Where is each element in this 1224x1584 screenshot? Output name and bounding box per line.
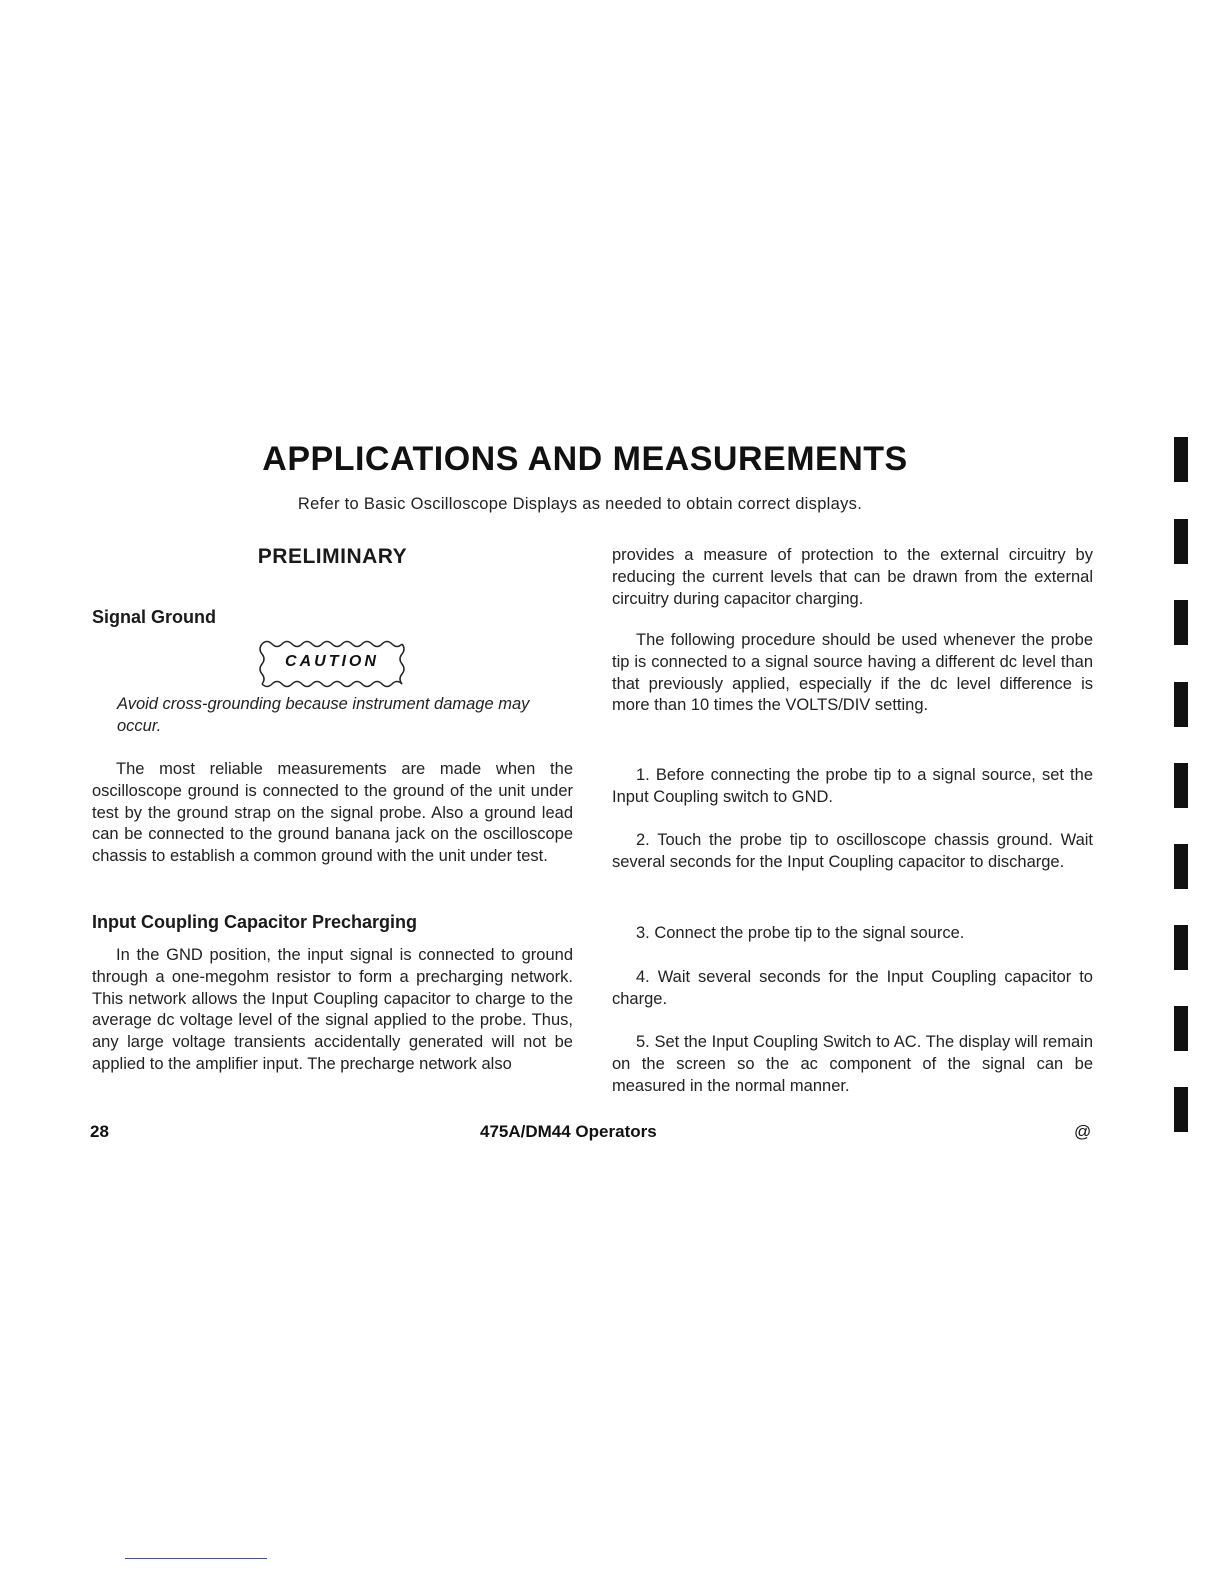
precharging-paragraph: In the GND position, the input signal is connected to ground through a one-megohm resistor to form a precharging network. This network allows the Input Coupling capacitor to charge to the average dc voltage level of the signal applied to the probe. Thus, any large voltage transients accidentally generated will not be applied to the amplifier input. The precharge network also — [92, 946, 573, 1073]
procedure-intro: The following procedure should be used whenever the probe tip is connected to a signal source having a different dc level than that previously applied, especially if the dc level difference is more than 10 times the VOLTS/DIV setting. — [612, 631, 1093, 715]
edge-index-bar — [1174, 682, 1188, 727]
signal-ground-paragraph: The most reliable measurements are made when the oscilloscope ground is connected to the ground of the unit under test by the ground strap on the signal probe. Also a ground lead can be connected to the ground banana jack on the oscilloscope chassis to establish a common ground with the unit under test. — [92, 760, 573, 866]
edge-index-bar — [1174, 519, 1188, 564]
bottom-rule — [125, 1558, 267, 1559]
edge-index-bar — [1174, 925, 1188, 970]
publisher-mark: @ — [1074, 1122, 1092, 1141]
edge-index-bar — [1174, 1087, 1188, 1132]
procedure-step: 1. Before connecting the probe tip to a signal source, set the Input Coupling switch to GND. — [612, 766, 1093, 806]
page-subtitle: Refer to Basic Oscilloscope Displays as needed to obtain correct displays. — [297, 495, 863, 513]
edge-index-bar — [1174, 600, 1188, 645]
caution-box — [258, 636, 406, 692]
heading-signal-ground: Signal Ground — [92, 607, 216, 627]
procedure-step: 2. Touch the probe tip to oscilloscope chassis ground. Wait several seconds for the Input Coupling capacitor to discharge. — [612, 831, 1093, 871]
page-title: APPLICATIONS AND MEASUREMENTS — [262, 440, 908, 478]
caution-note: Avoid cross-grounding because instrument damage may occur. — [117, 695, 530, 735]
edge-index-bar — [1174, 844, 1188, 889]
manual-title: 475A/DM44 Operators — [480, 1122, 657, 1141]
section-heading-preliminary: PRELIMINARY — [257, 545, 408, 568]
heading-input-coupling-precharging: Input Coupling Capacitor Precharging — [92, 912, 418, 932]
edge-index-bar — [1174, 1006, 1188, 1051]
procedure-step: 5. Set the Input Coupling Switch to AC. The display will remain on the screen so the ac component of the signal can be measured in the normal manner. — [612, 1033, 1093, 1095]
procedure-step: 4. Wait several seconds for the Input Coupling capacitor to charge. — [612, 968, 1093, 1008]
page-number: 28 — [90, 1122, 109, 1141]
edge-index-bar — [1174, 437, 1188, 482]
procedure-step: 3. Connect the probe tip to the signal source. — [636, 924, 965, 942]
edge-index-bar — [1174, 763, 1188, 808]
caution-label: CAUTION — [285, 653, 379, 670]
continuation-paragraph: provides a measure of protection to the external circuitry by reducing the current levels that can be drawn from the external circuitry during capacitor charging. — [612, 546, 1093, 608]
